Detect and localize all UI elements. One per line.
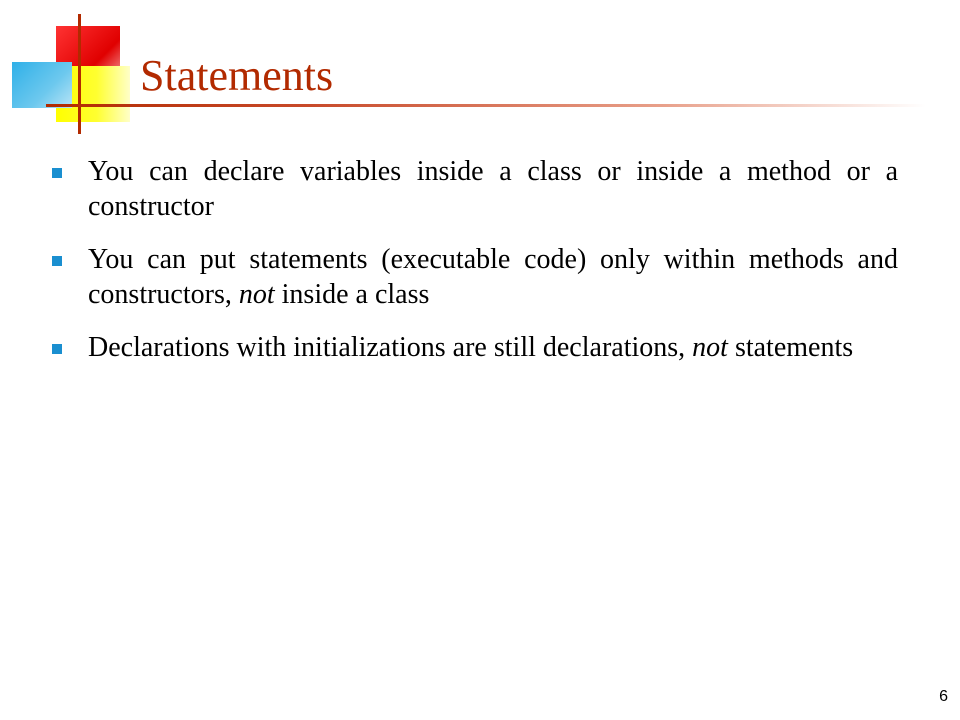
slide-title: Statements [140, 51, 334, 100]
title-underline [46, 104, 926, 107]
bullet-list [48, 154, 898, 383]
bullet-text: Declarations with initializations are still declarations, [88, 332, 693, 363]
blue-square-icon [12, 62, 72, 108]
bullet-item [48, 242, 898, 312]
bullet-item [48, 154, 898, 224]
bullet-text: inside a class [274, 279, 430, 310]
bullet-emphasis: not [238, 279, 275, 310]
bullet-text: You can declare variables inside a class or inside a method or a constructor [88, 156, 898, 222]
page-number: 6 [939, 688, 948, 705]
bullet-item [48, 330, 898, 365]
bullet-text: statements [727, 332, 854, 363]
bullet-text: You can put statements (executable code) only within methods and constructors, [88, 244, 898, 310]
vertical-rule [78, 14, 81, 134]
square-bullet-icon [52, 168, 62, 178]
square-bullet-icon [52, 344, 62, 354]
bullet-emphasis: not [692, 332, 728, 363]
square-bullet-icon [52, 256, 62, 266]
